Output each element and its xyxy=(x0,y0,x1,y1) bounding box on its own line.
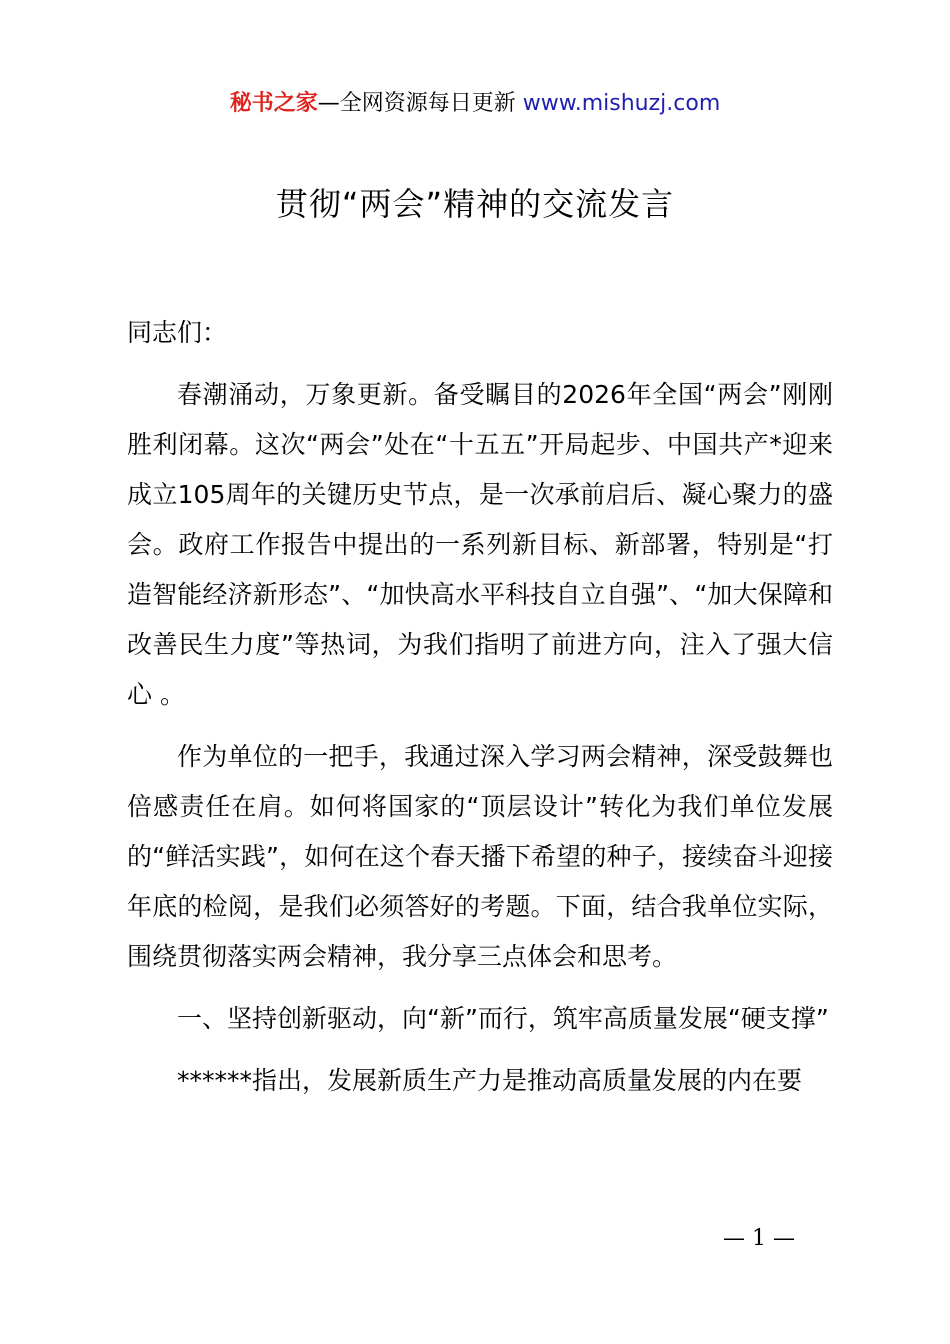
page-number: — 1 — xyxy=(723,1226,795,1251)
site-header xyxy=(0,88,950,120)
document-title: 贯彻“两会”精神的交流发言 xyxy=(275,185,675,223)
body-paragraph: ******指出，发展新质生产力是推动高质量发展的内在要 xyxy=(177,1066,803,1095)
site-url-link[interactable]: www.mishuzj.com xyxy=(522,91,721,116)
section-heading: 一、坚持创新驱动，向“新”而行，筑牢高质量发展“硬支撑” xyxy=(177,1004,829,1033)
body-paragraph: 春潮涌动，万象更新。备受瞩目的2026年全国“两会”刚刚胜利闭幕。这次“两会”处在“十五五”开局起步、中国共产*迎来成立105周年的关键历史节点，是一次承前启后、凝心聚力的盛会。政府工作报告中提出的一系列新目标、新部署，特别是“打造智能经济新形态”、“加快高水平科技自立自强”、“加大保障和改善民生力度”等热词，为我们指明了前进方向，注入了强大信心 。 xyxy=(127,380,833,709)
brand-name: 秘书之家 xyxy=(229,91,318,116)
body-paragraph: 作为单位的一把手，我通过深入学习两会精神，深受鼓舞也倍感责任在肩。如何将国家的“顶层设计”转化为我们单位发展的“鲜活实践”，如何在这个春天播下希望的种子，接续奋斗迎接年底的检阅，是我们必须答好的考题。下面，结合我单位实际，围绕贯彻落实两会精神，我分享三点体会和思考。 xyxy=(127,742,833,971)
salutation: 同志们： xyxy=(127,318,228,347)
document-body xyxy=(127,308,833,1118)
header-tagline: —全网资源每日更新 xyxy=(317,91,516,116)
